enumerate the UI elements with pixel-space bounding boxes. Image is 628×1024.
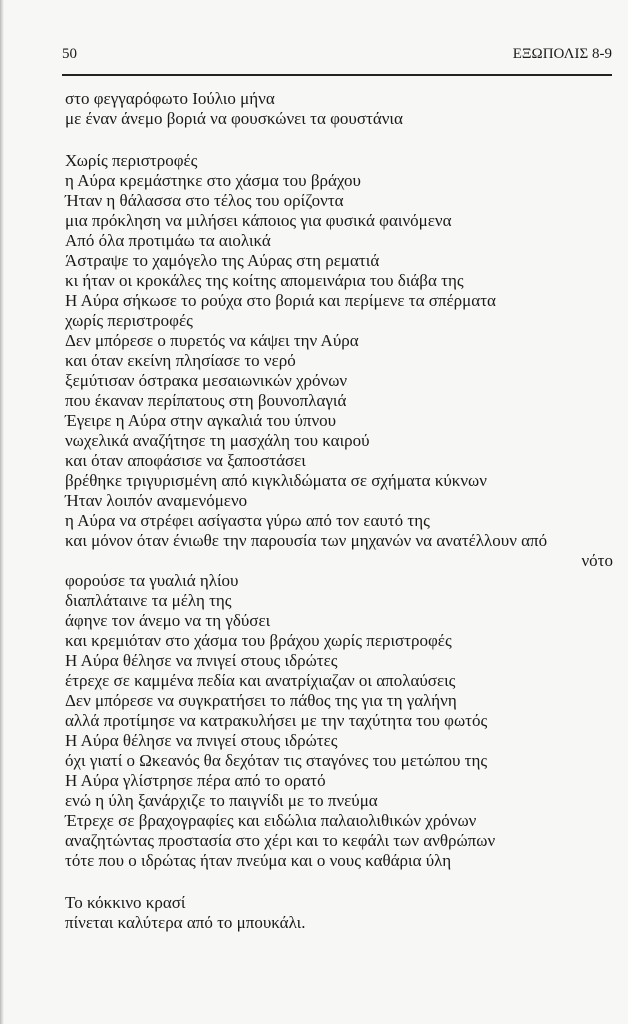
poem-line: Η Αύρα θέλησε να πνιγεί στους ιδρώτες bbox=[65, 731, 338, 750]
poem-line: έτρεχε σε καμμένα πεδία και ανατρίχιαζαν οι απολαύσεις bbox=[65, 671, 456, 690]
stanza-gap bbox=[65, 871, 613, 893]
poem-line: Η Αύρα θέλησε να πνιγεί στους ιδρώτες bbox=[65, 651, 338, 670]
poem-line: αλλά προτίμησε να κατρακυλήσει με την ταχύτητα του φωτός bbox=[65, 711, 488, 730]
poem-line: αναζητώντας προστασία στο χέρι και το κεφάλι των ανθρώπων bbox=[65, 831, 496, 850]
poem-line: φορούσε τα γυαλιά ηλίου bbox=[65, 571, 239, 590]
poem-line: χωρίς περιστροφές bbox=[65, 311, 193, 330]
poem-line: νότο bbox=[581, 551, 613, 570]
poem-line: Ήταν λοιπόν αναμενόμενο bbox=[65, 491, 248, 510]
poem-line: όχι γιατί ο Ωκεανός θα δεχόταν τις σταγόνες του μετώπου της bbox=[65, 751, 488, 770]
poem-line: Έγειρε η Αύρα στην αγκαλιά του ύπνου bbox=[65, 411, 337, 430]
poem-line: Άστραψε το χαμόγελο της Αύρας στη ρεματιά bbox=[65, 251, 380, 270]
stanza bbox=[65, 151, 613, 871]
poem-line: στο φεγγαρόφωτο Ιούλιο μήνα bbox=[65, 89, 275, 108]
header-rule bbox=[62, 74, 612, 76]
poem-line: ξεμύτισαν όστρακα μεσαιωνικών χρόνων bbox=[65, 371, 348, 390]
poem-line: με έναν άνεμο βοριά να φουσκώνει τα φουστάνια bbox=[65, 109, 403, 128]
poem-line: Χωρίς περιστροφές bbox=[65, 151, 198, 170]
poem-line: Έτρεχε σε βραχογραφίες και ειδώλια παλαιολιθικών χρόνων bbox=[65, 811, 477, 830]
poem-line: και κρεμιόταν στο χάσμα του βράχου χωρίς περιστροφές bbox=[65, 631, 452, 650]
poem-line: Η Αύρα γλίστρησε πέρα από το ορατό bbox=[65, 771, 326, 790]
poem-line: τότε που ο ιδρώτας ήταν πνεύμα και ο νους καθάρια ύλη bbox=[65, 851, 452, 870]
poem-line: κι ήταν οι κροκάλες της κοίτης απομεινάρια του διάβα της bbox=[65, 271, 464, 290]
poem-line: Δεν μπόρεσε ο πυρετός να κάψει την Αύρα bbox=[65, 331, 359, 350]
page-number: 50 bbox=[62, 46, 77, 62]
stanza bbox=[65, 89, 613, 129]
poem-line: Η Αύρα σήκωσε το ρούχα στο βοριά και περίμενε τα σπέρματα bbox=[65, 291, 496, 310]
poem-line: που έκαναν περίπατους στη βουνοπλαγιά bbox=[65, 391, 347, 410]
stanza bbox=[65, 893, 613, 933]
page-header bbox=[62, 46, 612, 66]
poem-line: μια πρόκληση να μιλήσει κάποιος για φυσικά φαινόμενα bbox=[65, 211, 452, 230]
poem-line: πίνεται καλύτερα από το μπουκάλι. bbox=[65, 913, 306, 932]
poem-line: Από όλα προτιμάω τα αιολικά bbox=[65, 231, 271, 250]
poem-line: άφηνε τον άνεμο να τη γδύσει bbox=[65, 611, 271, 630]
poem-line: και όταν εκείνη πλησίασε το νερό bbox=[65, 351, 296, 370]
poem-line: βρέθηκε τριγυρισμένη από κιγκλιδώματα σε σχήματα κύκνων bbox=[65, 471, 487, 490]
running-title: ΕΞΩΠΟΛΙΣ 8-9 bbox=[512, 46, 612, 62]
poem-line: Δεν μπόρεσε να συγκρατήσει το πάθος της για τη γαλήνη bbox=[65, 691, 457, 710]
poem-line: ενώ η ύλη ξανάρχιζε το παιγνίδι με το πνεύμα bbox=[65, 791, 378, 810]
scan-edge bbox=[0, 0, 4, 1024]
poem-line: η Αύρα κρεμάστηκε στο χάσμα του βράχου bbox=[65, 171, 361, 190]
poem-line: και όταν αποφάσισε να ξαποστάσει bbox=[65, 451, 306, 470]
poem-line: διαπλάταινε τα μέλη της bbox=[65, 591, 232, 610]
poem-line: και μόνον όταν ένιωθε την παρουσία των μηχανών να ανατέλλουν από bbox=[65, 531, 548, 550]
poem-line: η Αύρα να στρέφει ασίγαστα γύρω από τον εαυτό της bbox=[65, 511, 430, 530]
poem-body bbox=[65, 89, 613, 933]
poem-line: Το κόκκινο κρασί bbox=[65, 893, 186, 912]
stanza-gap bbox=[65, 129, 613, 151]
poem-line: Ήταν η θάλασσα στο τέλος του ορίζοντα bbox=[65, 191, 344, 210]
poem-line: νωχελικά αναζήτησε τη μασχάλη του καιρού bbox=[65, 431, 370, 450]
